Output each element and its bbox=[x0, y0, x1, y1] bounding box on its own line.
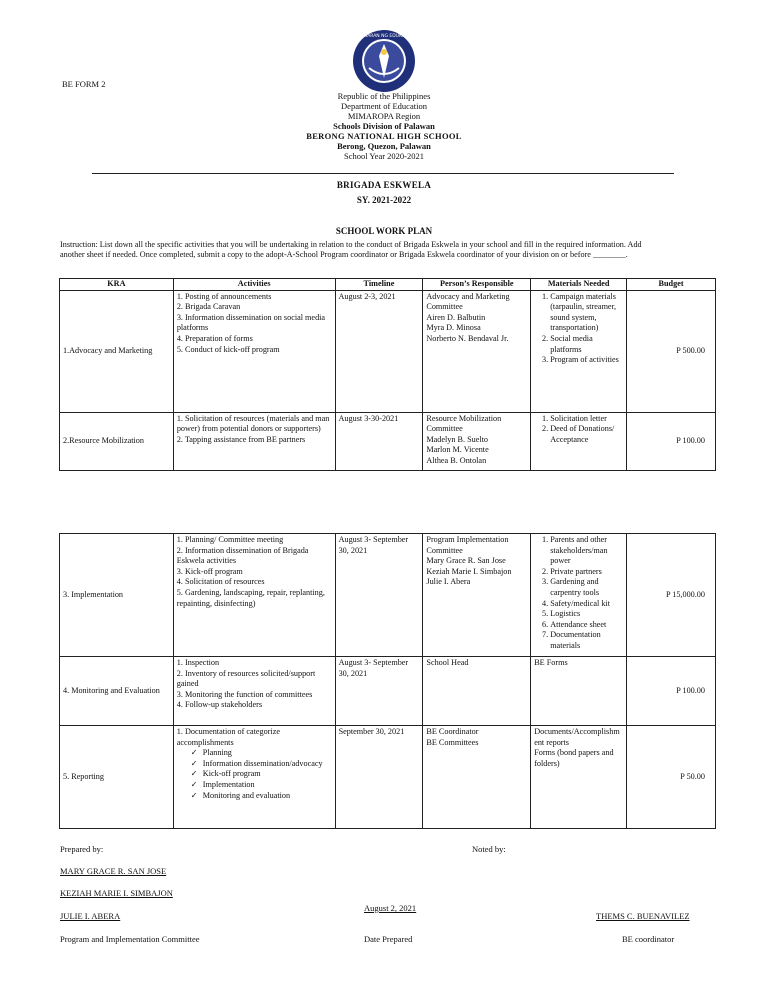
program-sy: SY. 2021-2022 bbox=[356, 195, 412, 205]
noted-by-label: Noted by: bbox=[472, 844, 506, 854]
letterhead-line-2: Department of Education bbox=[341, 101, 427, 111]
letterhead-address: Berong, Quezon, Palawan bbox=[337, 141, 431, 151]
persons-cell bbox=[423, 534, 531, 657]
materials-cell bbox=[531, 412, 627, 470]
seal-text: KAGAWARAN NG EDUKASYON bbox=[351, 34, 417, 39]
person-item: Mary Grace R. San Jose bbox=[426, 556, 506, 566]
activity-item: 1. Solicitation of resources (materials and man power) from potential donors or supporters) bbox=[176, 413, 330, 434]
header-divider bbox=[92, 173, 674, 174]
person-item: BE Committees bbox=[426, 737, 479, 747]
person-item: Program Implementation Committee bbox=[426, 535, 509, 555]
activity-item: 1. Posting of announcements bbox=[176, 291, 272, 301]
timeline-cell: August 3- September 30, 2021 bbox=[335, 534, 423, 657]
activity-item: 5. Gardening, landscaping, repair, replanting, repainting, disinfecting) bbox=[176, 587, 325, 608]
plan-title: SCHOOL WORK PLAN bbox=[335, 226, 433, 236]
checked-activity-item: ✓ Information dissemination/advocacy bbox=[203, 759, 332, 770]
activities-cell bbox=[173, 290, 335, 412]
timeline-cell: August 3-30-2021 bbox=[335, 412, 423, 470]
letterhead-line-1: Republic of the Philippines bbox=[337, 91, 431, 101]
program-title: BRIGADA ESKWELA bbox=[336, 180, 432, 190]
activity-item: 2. Information dissemination of Brigada Eskwela activities bbox=[176, 545, 309, 566]
activity-item: 1. Documentation of categorize accomplishments bbox=[176, 727, 280, 747]
column-header-budget: Budget bbox=[627, 279, 716, 291]
material-item: Documents/Accomplishment reports bbox=[534, 727, 620, 747]
noter-name: THEMS C. BUENAVILEZ bbox=[596, 911, 690, 921]
deped-seal-logo bbox=[351, 28, 417, 94]
kra-cell: 3. Implementation bbox=[60, 534, 174, 657]
instruction-line-1: Instruction: List down all the specific activities that you will be undertaking in relation to the conduct of Brigada Eskwela in your school and fill in the required information. Add bbox=[60, 240, 642, 249]
activities-cell bbox=[173, 726, 335, 829]
person-item: Althea B. Ontolan bbox=[426, 455, 487, 465]
activity-item: 4. Follow-up stakeholders bbox=[176, 700, 263, 710]
kra-cell: 5. Reporting bbox=[60, 726, 174, 829]
checked-activity-item: ✓ Implementation bbox=[203, 780, 332, 791]
activity-item: 2. Tapping assistance from BE partners bbox=[176, 434, 306, 444]
persons-cell bbox=[423, 290, 531, 412]
prepared-by-label: Prepared by: bbox=[60, 844, 104, 854]
material-item: 4. Safety/medical kit bbox=[550, 599, 623, 610]
material-item: 3. Gardening and carpentry tools bbox=[550, 577, 623, 598]
activity-item: 4. Preparation of forms bbox=[176, 333, 253, 343]
column-header-kra: KRA bbox=[60, 279, 174, 291]
noter-role: BE coordinator bbox=[622, 934, 675, 944]
checked-activity-item: ✓ Kick-off program bbox=[203, 769, 332, 780]
activity-item: 1. Planning/ Committee meeting bbox=[176, 535, 284, 544]
materials-cell bbox=[531, 726, 627, 829]
timeline-cell: September 30, 2021 bbox=[335, 726, 423, 829]
table-row bbox=[60, 726, 716, 829]
date-prepared-label: Date Prepared bbox=[364, 934, 413, 944]
instruction-line-2: another sheet if needed. Once completed, submit a copy to the adopt-A-School Program coordinator or Brigada Eskwela coordinator of your division on or before ________. bbox=[60, 250, 628, 259]
preparer-name-2: KEZIAH MARIE I. SIMBAJON bbox=[60, 888, 173, 898]
activity-item: 3. Kick-off program bbox=[176, 566, 243, 576]
person-item: Airen D. Balbutin bbox=[426, 312, 486, 322]
activity-item: 2. Brigada Caravan bbox=[176, 302, 241, 312]
column-header-materials: Materials Needed bbox=[531, 279, 627, 291]
work-plan-table-bottom bbox=[59, 533, 716, 829]
person-item: Keziah Marie I. Simbajon bbox=[426, 566, 512, 576]
preparer-name-1: MARY GRACE R. SAN JOSE bbox=[60, 866, 167, 876]
letterhead-school: BERONG NATIONAL HIGH SCHOOL bbox=[306, 131, 462, 141]
material-item: 7. Documentation materials bbox=[550, 630, 623, 651]
person-item: BE Coordinator bbox=[426, 727, 479, 736]
material-item: 2. Deed of Donations/ Acceptance bbox=[550, 424, 623, 445]
table-row bbox=[60, 290, 716, 412]
preparer-role: Program and Implementation Committee bbox=[60, 934, 200, 944]
activity-item: 4. Solicitation of resources bbox=[176, 577, 265, 587]
timeline-cell: August 3- September 30, 2021 bbox=[335, 657, 423, 726]
material-item: 3. Program of activities bbox=[550, 355, 623, 366]
kra-cell: 2.Resource Mobilization bbox=[60, 412, 174, 470]
materials-cell: BE Forms bbox=[531, 657, 627, 726]
material-item: 1. Parents and other stakeholders/man power bbox=[550, 535, 623, 567]
budget-cell: P 50.00 bbox=[627, 726, 716, 829]
table-row bbox=[60, 534, 716, 657]
persons-cell: School Head bbox=[423, 657, 531, 726]
materials-cell bbox=[531, 290, 627, 412]
activity-item: 3. Monitoring the function of committees bbox=[176, 689, 313, 699]
column-header-persons: Person’s Responsible bbox=[423, 279, 531, 291]
material-item: 1. Solicitation letter bbox=[550, 414, 623, 425]
budget-cell: P 500.00 bbox=[627, 290, 716, 412]
column-header-activities: Activities bbox=[173, 279, 335, 291]
letterhead-line-3: MIMAROPA Region bbox=[347, 111, 421, 121]
budget-cell: P 100.00 bbox=[627, 657, 716, 726]
person-item: Resource Mobilization Committee bbox=[426, 413, 502, 434]
timeline-cell: August 2-3, 2021 bbox=[335, 290, 423, 412]
activity-item: 1. Inspection bbox=[176, 658, 220, 667]
checked-activity-item: ✓ Planning bbox=[203, 748, 332, 759]
material-item: 2. Private partners bbox=[550, 567, 623, 578]
persons-cell bbox=[423, 726, 531, 829]
date-prepared-value: August 2, 2021 bbox=[364, 903, 417, 913]
kra-cell: 1.Advocacy and Marketing bbox=[60, 290, 174, 412]
checked-activity-item: ✓ Monitoring and evaluation bbox=[203, 791, 332, 802]
person-item: Advocacy and Marketing Committee bbox=[426, 291, 510, 312]
person-item: Julie I. Abera bbox=[426, 577, 471, 587]
person-item: Norberto N. Bendaval Jr. bbox=[426, 333, 509, 343]
persons-cell bbox=[423, 412, 531, 470]
table-header-row bbox=[60, 279, 716, 291]
person-item: Myra D. Minosa bbox=[426, 323, 481, 333]
activities-cell bbox=[173, 534, 335, 657]
material-item: 5. Logistics bbox=[550, 609, 623, 620]
work-plan-table-top bbox=[59, 278, 716, 471]
person-item: Marlon M. Vicente bbox=[426, 445, 489, 455]
material-item: 6. Attendance sheet bbox=[550, 620, 623, 631]
form-label: BE FORM 2 bbox=[62, 79, 106, 89]
activities-cell bbox=[173, 412, 335, 470]
letterhead-division: Schools Division of Palawan bbox=[333, 121, 435, 131]
letterhead-school-year: School Year 2020-2021 bbox=[343, 151, 425, 161]
table-row bbox=[60, 657, 716, 726]
material-item: 2. Social media platforms bbox=[550, 334, 623, 355]
activity-item: 5. Conduct of kick-off program bbox=[176, 344, 280, 354]
budget-cell: P 15,000.00 bbox=[627, 534, 716, 657]
budget-cell: P 100.00 bbox=[627, 412, 716, 470]
person-item: Madelyn B. Suelto bbox=[426, 434, 488, 444]
kra-cell: 4. Monitoring and Evaluation bbox=[60, 657, 174, 726]
material-item: Forms (bond papers and folders) bbox=[534, 748, 614, 768]
material-item: 1. Campaign materials (tarpaulin, streamer, sound system, transportation) bbox=[550, 292, 623, 334]
column-header-timeline: Timeline bbox=[335, 279, 423, 291]
activities-cell bbox=[173, 657, 335, 726]
activity-item: 2. Inventory of resources solicited/support gained bbox=[176, 668, 316, 689]
activity-item: 3. Information dissemination on social media platforms bbox=[176, 312, 326, 333]
preparer-name-3: JULIE I. ABERA bbox=[60, 911, 121, 921]
table-row bbox=[60, 412, 716, 470]
materials-cell bbox=[531, 534, 627, 657]
